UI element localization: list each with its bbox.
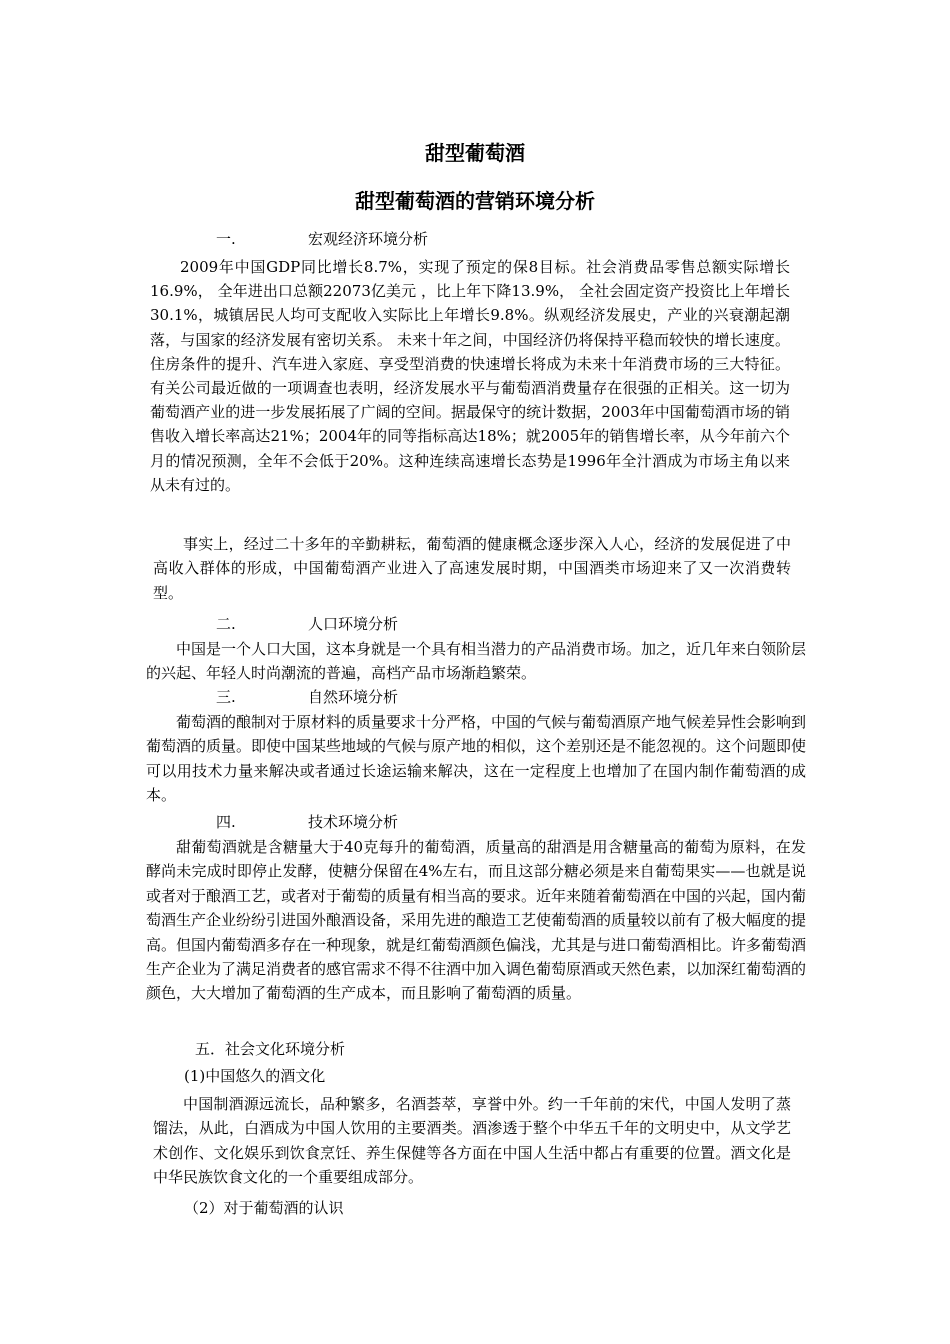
section-heading-culture: 五．社会文化环境分析 (195, 1040, 346, 1058)
section-title: 技术环境分析 (308, 813, 399, 831)
section-heading-natural (216, 685, 398, 709)
paragraph-natural: 葡萄酒的酿制对于原材料的质量要求十分严格，中国的气候与葡萄酒原产地气候差异性会影响到葡萄酒的质量。即使中国某些地域的气候与原产地的相似，这个差别还是不能忽视的。这个问题即使可以用技术力量来解决或者通过长途运输来解决，这在一定程度上也增加了在国内制作葡萄酒的成本。 (146, 713, 807, 805)
section-title: 人口环境分析 (308, 615, 399, 633)
section-heading-macro-economy (216, 227, 428, 251)
section-heading-technology (216, 810, 398, 834)
document-title: 甜型葡萄酒 (425, 141, 525, 165)
paragraph-macro-economy-1: 2009年中国GDP同比增长8.7%，实现了预定的保8目标。社会消费品零售总额实际增长16.9%， 全年进出口总额22073亿美元 ，比上年下降13.9%， 全社会固定资产投资比上年增长30.1%，城镇居民人均可支配收入实际比上年增长9.8%。纵观经济发展史，产业的兴衰潮起潮落，与国家的经济发展有密切关系。 未来十年之间，中国经济仍将保持平稳而较快的增长速度。住房条件的提升、汽车进入家庭、享受型消费的快速增长将成为未来十年消费市场的三大特征。有关公司最近做的一项调查也表明，经济发展水平与葡萄酒消费量存在很强的正相关。这一切为葡萄酒产业的进一步发展拓展了广阔的空间。据最保守的统计数据，2003年中国葡萄酒市场的销售收入增长率高达21%；2004年的同等指标高达18%；就2005年的销售增长率，从今年前六个月的情况预测，全年不会低于20%。这种连续高速增长态势是1996年全汁酒成为市场主角以来从未有过的。 (150, 258, 790, 494)
paragraph-macro-economy-2: 事实上，经过二十多年的辛勤耕耘，葡萄酒的健康概念逐步深入人心，经济的发展促进了中高收入群体的形成，中国葡萄酒产业进入了高速发展时期，中国酒类市场迎来了又一次消费转型。 (153, 535, 791, 602)
section-number: 四. (216, 813, 236, 831)
section-number: 一. (216, 230, 236, 248)
paragraph-wine-culture: 中国制酒源远流长，品种繁多，名酒荟萃，享誉中外。约一千年前的宋代，中国人发明了蒸馏法，从此，白酒成为中国人饮用的主要酒类。酒渗透于整个中华五千年的文明史中，从文学艺术创作、文化娱乐到饮食烹饪、养生保健等各方面在中国人生活中都占有重要的位置。酒文化是中华民族饮食文化的一个重要组成部分。 (153, 1095, 791, 1187)
section-number: 二. (216, 615, 236, 633)
section-title: 宏观经济环境分析 (308, 230, 429, 248)
section-title: 自然环境分析 (308, 688, 399, 706)
subheading-wine-awareness: （2）对于葡萄酒的认识 (184, 1199, 344, 1217)
section-number: 三. (216, 688, 236, 706)
paragraph-population: 中国是一个人口大国，这本身就是一个具有相当潜力的产品消费市场。加之，近几年来白领阶层的兴起、年轻人时尚潮流的普遍，高档产品市场渐趋繁荣。 (146, 640, 807, 683)
document-subtitle: 甜型葡萄酒的营销环境分析 (355, 189, 595, 213)
paragraph-technology: 甜葡萄酒就是含糖量大于40克每升的葡萄酒，质量高的甜酒是用含糖量高的葡萄为原料，在发酵尚未完成时即停止发酵，使糖分保留在4%左右，而且这部分糖必须是来自葡萄果实——也就是说或者对于酿酒工艺，或者对于葡萄的质量有相当高的要求。近年来随着葡萄酒在中国的兴起，国内葡萄酒生产企业纷纷引进国外酿酒设备，采用先进的酿造工艺使葡萄酒的质量较以前有了极大幅度的提高。但国内葡萄酒多存在一种现象，就是红葡萄酒颜色偏浅，尤其是与进口葡萄酒相比。许多葡萄酒生产企业为了满足消费者的感官需求不得不往酒中加入调色葡萄原酒或天然色素，以加深红葡萄酒的颜色，大大增加了葡萄酒的生产成本，而且影响了葡萄酒的质量。 (146, 838, 807, 1003)
section-heading-population (216, 612, 398, 636)
subheading-wine-culture: (1)中国悠久的酒文化 (184, 1067, 326, 1085)
